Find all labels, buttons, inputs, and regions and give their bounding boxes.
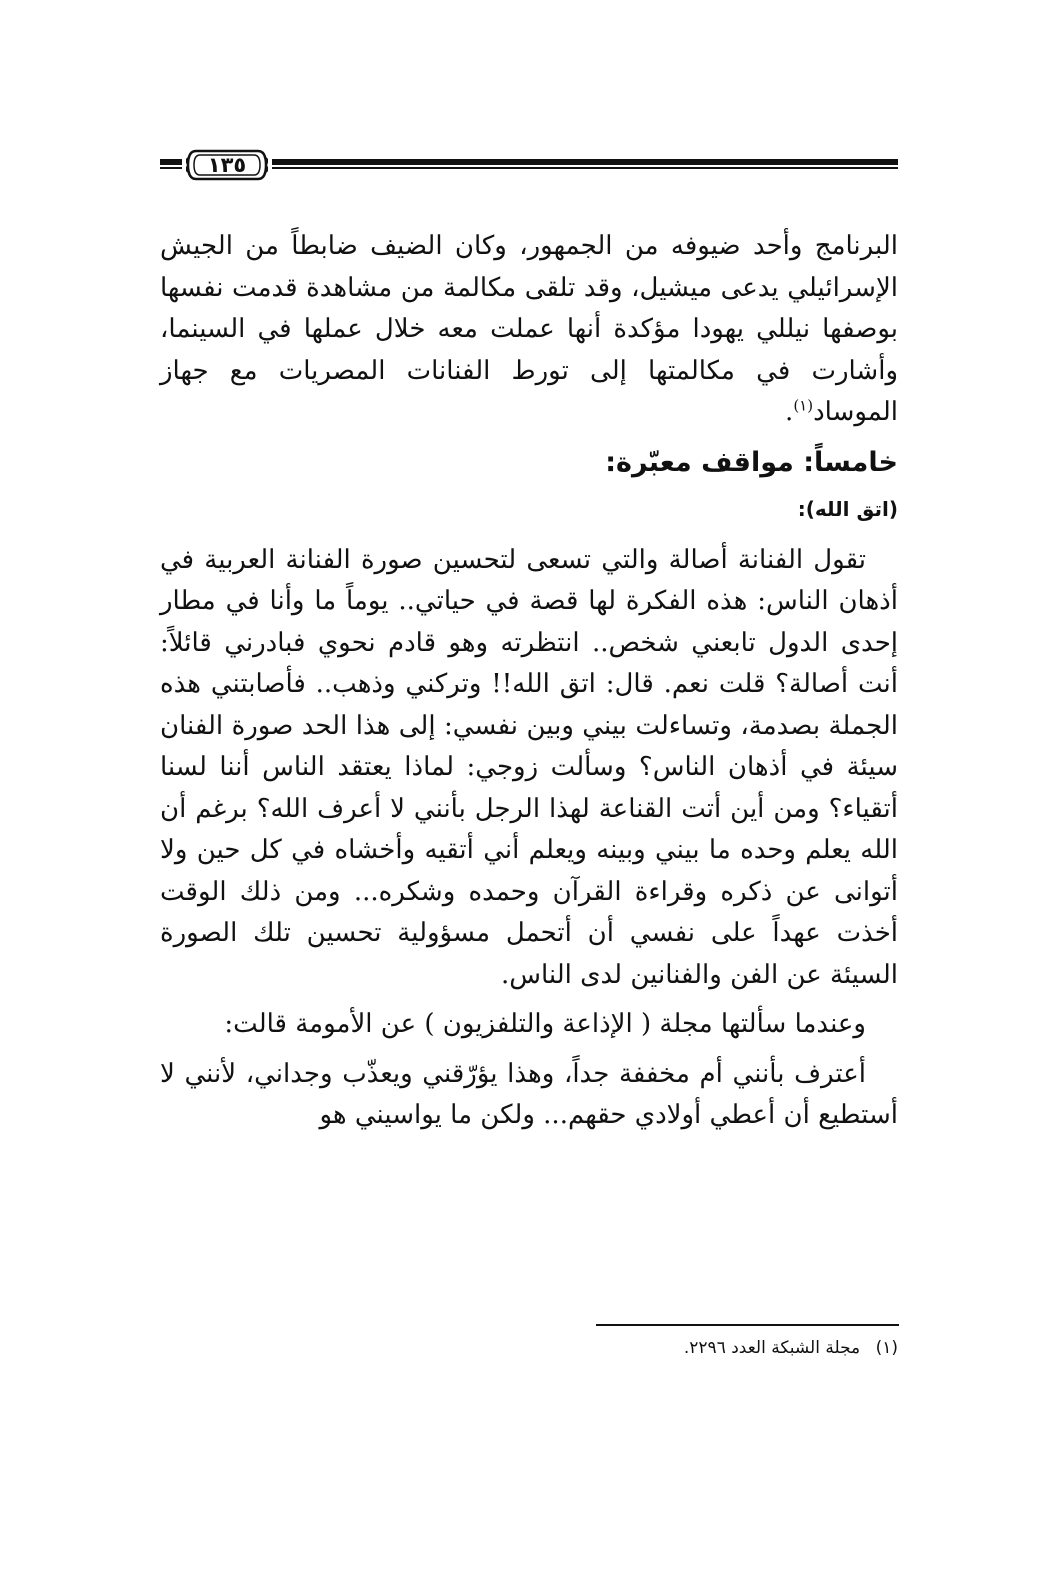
section-heading: خامساً: مواقف معبّرة: — [605, 446, 898, 478]
paragraph-text: البرنامج وأحد ضيوفه من الجمهور، وكان الضيف ضابطاً من الجيش الإسرائيلي يدعى ميشيل، وقد تلقى مكالمة من مشاهدة قدمت نفسها بوصفها نيللي يهودا مؤكدة أنها عملت معه خلال عملها في السينما، وأشارت في مكالمتها إلى تورط الفنانات المصريات مع جهاز الموساد — [160, 231, 898, 427]
footnote-mark: (١) — [875, 1338, 898, 1358]
footnote-reference[interactable]: (١) — [793, 396, 814, 415]
paragraph-end: . — [785, 397, 794, 427]
paragraph — [160, 226, 898, 434]
header-rule-thick — [160, 159, 182, 165]
header-rule-thin — [272, 167, 898, 169]
paragraph: وعندما سألتها مجلة ( الإذاعة والتلفزيون ) عن الأمومة قالت: — [224, 1009, 866, 1039]
footnote-divider — [596, 1324, 899, 1326]
footnote-text: مجلة الشبكة العدد ٢٢٩٦. — [683, 1338, 861, 1358]
header-rule-right — [272, 159, 898, 170]
page-body — [160, 226, 898, 1137]
page-header — [160, 145, 898, 185]
header-rule-thin — [160, 167, 182, 169]
page-number-badge — [186, 145, 268, 185]
paragraph: أعترف بأنني أم مخففة جداً، وهذا يؤرّقني ويعذّب وجداني، لأنني لا أستطيع أن أعطي أولادي حقهم... ولكن ما يواسيني هو — [160, 1058, 898, 1130]
page-number: ١٣٥ — [207, 153, 247, 177]
header-rule-thick — [272, 159, 898, 165]
footnote — [500, 1334, 898, 1362]
subsection-heading: (اتق الله): — [797, 496, 898, 521]
paragraph: تقول الفنانة أصالة والتي تسعى لتحسين صورة الفنانة العربية في أذهان الناس: هذه الفكرة لها قصة في حياتي.. يوماً ما وأنا في مطار إحدى الدول تابعني شخص.. انتظرته وهو قادم نحوي فبادرني قائلاً: أنت أصالة؟ قلت نعم. قال: اتق الله!! وتركني وذهب.. فأصابتني هذه الجملة بصدمة، وتساءلت بيني وبين نفسي: إلى هذا الحد صورة الفنان سيئة في أذهان الناس؟ وسألت زوجي: لماذا يعتقد الناس أننا لسنا أتقياء؟ ومن أين أتت القناعة لهذا الرجل بأنني لا أعرف الله؟ برغم أن الله يعلم وحده ما بيني وبينه ويعلم أني أتقيه وأخشاه في كل حين ولا أتوانى عن ذكره وقراءة القرآن وحمده وشكره... ومن ذلك الوقت أخذت عهداً على نفسي أن أتحمل مسؤولية تحسين تلك الصورة السيئة عن الفن والفنانين لدى الناس. — [160, 544, 898, 990]
header-rule-left — [160, 159, 182, 170]
